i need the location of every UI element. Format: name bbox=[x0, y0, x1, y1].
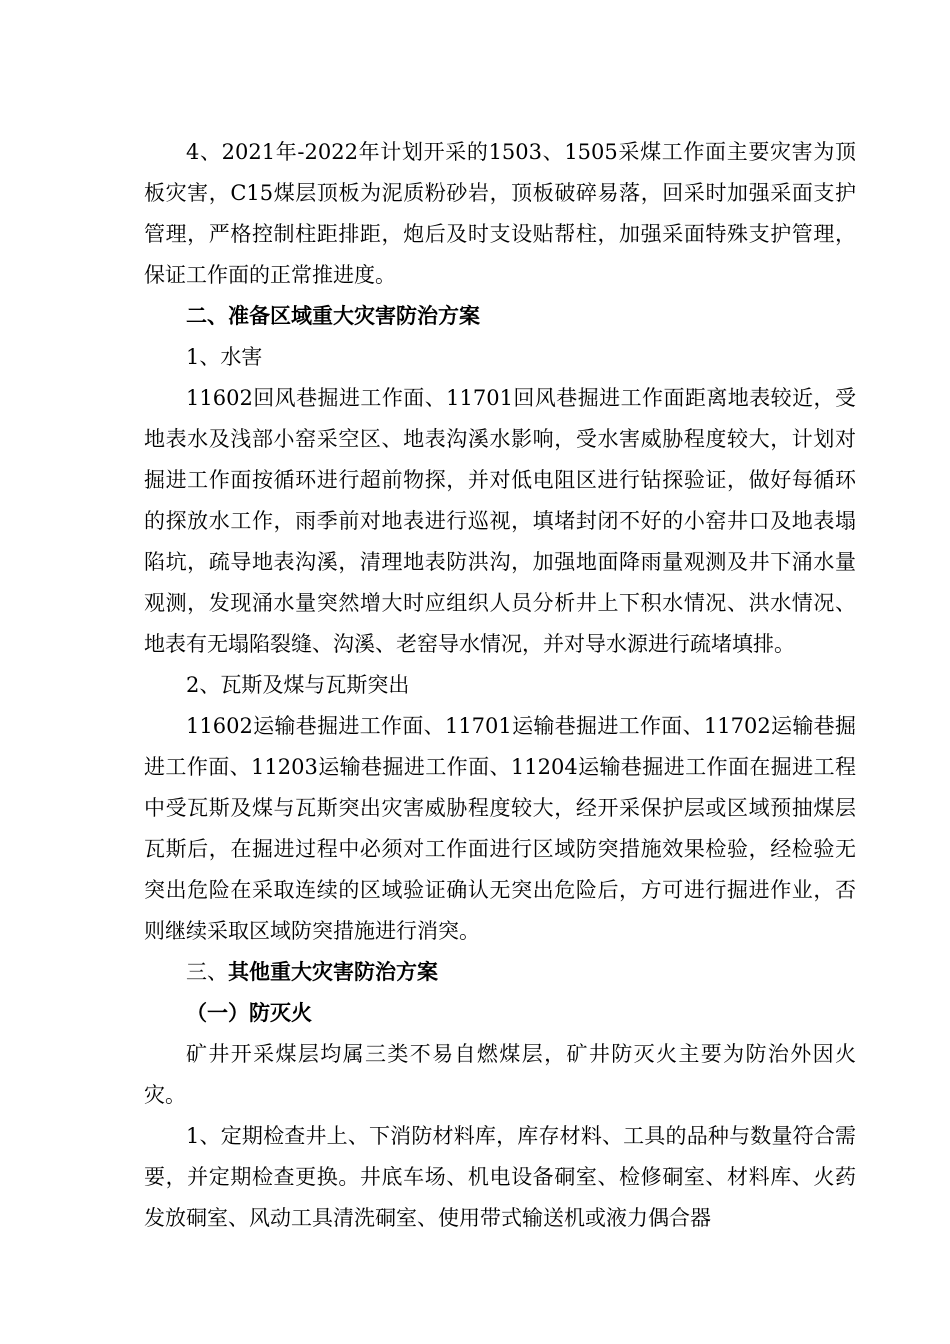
document-body bbox=[144, 132, 856, 1239]
paragraph-roof-hazard: 4、2021年-2022年计划开采的1503、1505采煤工作面主要灾害为顶板灾害，C15煤层顶板为泥质粉砂岩，顶板破碎易落，回采时加强采面支护管理，严格控制柱距排距，炮后及时支设贴帮柱，加强采面特殊支护管理，保证工作面的正常推进度。 bbox=[144, 140, 856, 287]
section-title: 其他重大灾害防治方案 bbox=[228, 960, 438, 984]
paragraph-gas-outburst: 11602运输巷掘进工作面、11701运输巷掘进工作面、11702运输巷掘进工作面、11203运输巷掘进工作面、11204运输巷掘进工作面在掘进工程中受瓦斯及煤与瓦斯突出灾害威胁程度较大，经开采保护层或区域预抽煤层瓦斯后，在掘进过程中必须对工作面进行区域防突措施效果检验，经检验无突出危险在采取连续的区域验证确认无突出危险后，方可进行掘进作业，否则继续采取区域防突措施进行消突。 bbox=[144, 714, 856, 943]
paragraph-water-hazard: 11602回风巷掘进工作面、11701回风巷掘进工作面距离地表较近，受地表水及浅部小窑采空区、地表沟溪水影响，受水害威胁程度较大，计划对掘进工作面按循环进行超前物探，并对低电阻区进行钻探验证，做好每循环的探放水工作，雨季前对地表进行巡视，填堵封闭不好的小窑井口及地表塌陷坑，疏导地表沟溪，清理地表防洪沟，加强地面降雨量观测及井下涌水量观测，发现涌水量突然增大时应组织人员分析井上下积水情况、洪水情况、地表有无塌陷裂缝、沟溪、老窑导水情况，并对导水源进行疏堵填排。 bbox=[144, 386, 856, 656]
section-number: 三、 bbox=[186, 960, 228, 984]
subsection-heading-fire-prevention: （一）防灭火 bbox=[186, 1001, 312, 1025]
paragraph-fire-overview: 矿井开采煤层均属三类不易自燃煤层，矿井防灭火主要为防治外因火灾。 bbox=[144, 1042, 856, 1107]
subheading-gas-outburst: 2、瓦斯及煤与瓦斯突出 bbox=[186, 673, 410, 697]
section-heading-preparation-area: 二、准备区域重大灾害防治方案 bbox=[186, 304, 480, 328]
paragraph-fire-materials: 1、定期检查井上、下消防材料库，库存材料、工具的品种与数量符合需要，并定期检查更换。井底车场、机电设备硐室、检修硐室、材料库、火药发放硐室、风动工具清洗硐室、使用带式输送机或液力偶合器 bbox=[144, 1124, 856, 1230]
subheading-water-hazard: 1、水害 bbox=[186, 345, 263, 369]
section-heading-other-hazards bbox=[144, 952, 856, 993]
